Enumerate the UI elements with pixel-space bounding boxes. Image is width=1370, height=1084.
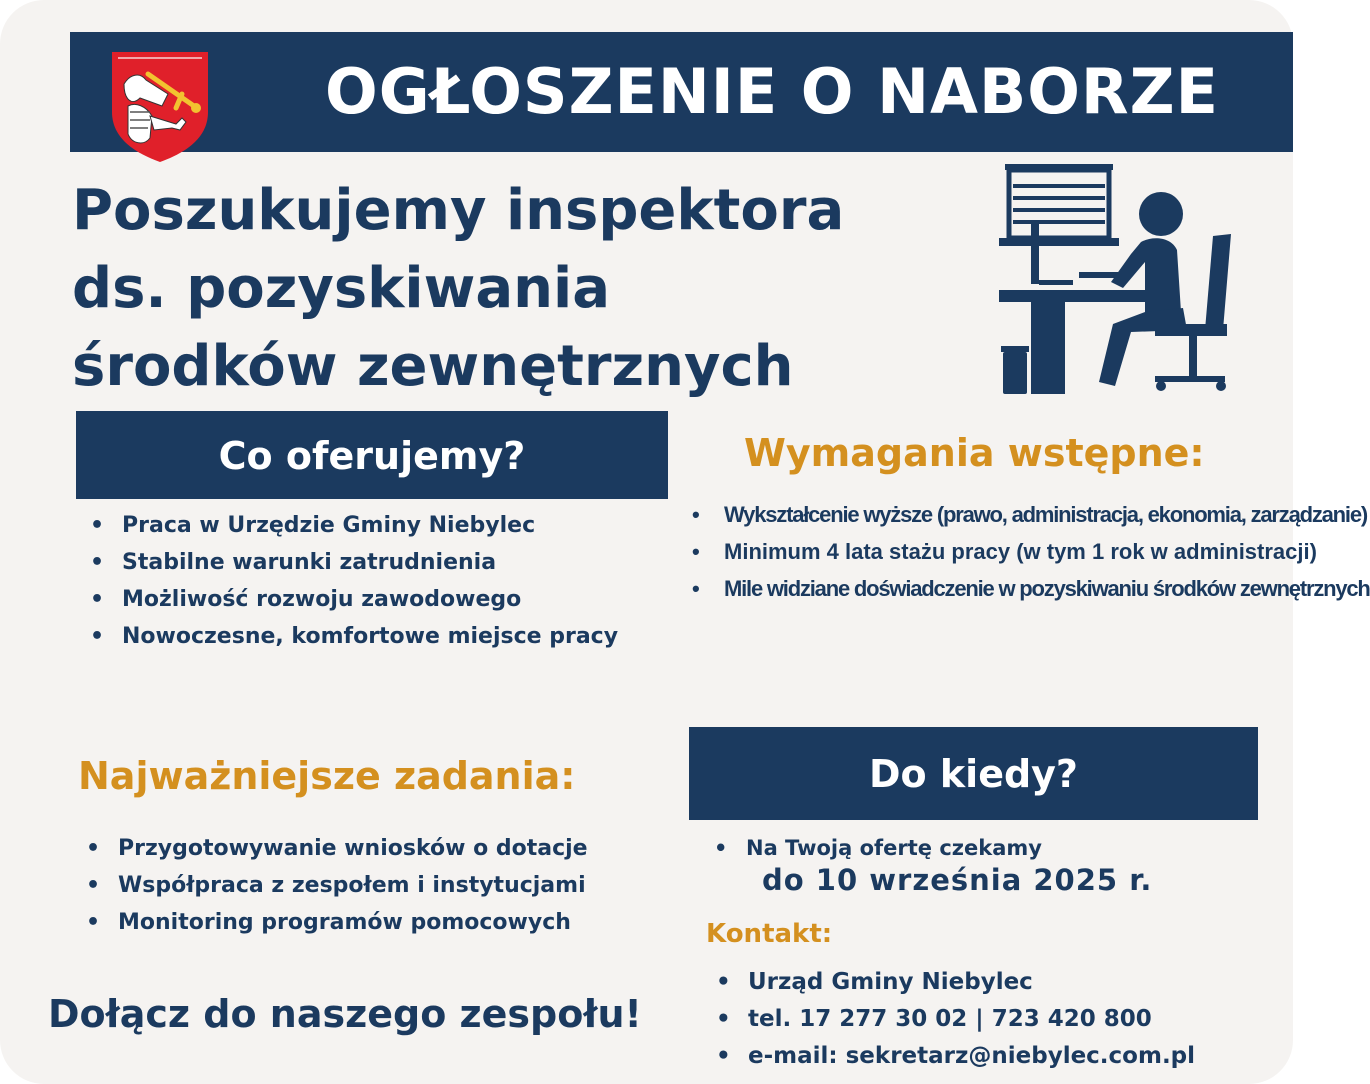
office-worker-icon bbox=[995, 162, 1235, 398]
list-item: • Na Twoją ofertę czekamy bbox=[714, 832, 1042, 864]
list-item: • Przygotowywanie wniosków o dotacje bbox=[86, 830, 588, 867]
offer-list bbox=[90, 507, 618, 655]
header-banner bbox=[70, 32, 1293, 152]
headline-line-1: Poszukujemy inspektora bbox=[72, 178, 845, 243]
contact-phone: • tel. 17 277 30 02 | 723 420 800 bbox=[716, 1001, 1195, 1038]
contact-email: • e-mail: sekretarz@niebylec.com.pl bbox=[716, 1038, 1195, 1075]
headline-line-3: środków zewnętrznych bbox=[72, 334, 794, 399]
list-item: • Współpraca z zespołem i instytucjami bbox=[86, 867, 588, 904]
list-item: • Minimum 4 lata stażu pracy (w tym 1 rok w administracji) bbox=[692, 533, 1252, 570]
list-item: • Mile widziane doświadczenie w pozyskiwaniu środków zewnętrznych bbox=[692, 570, 1252, 607]
contact-list bbox=[716, 964, 1195, 1075]
tasks-list bbox=[86, 830, 588, 941]
coat-of-arms-icon bbox=[110, 50, 210, 164]
tasks-heading: Najważniejsze zadania: bbox=[78, 754, 576, 798]
contact-office: • Urząd Gminy Niebylec bbox=[716, 964, 1195, 1001]
list-item: • Praca w Urzędzie Gminy Niebylec bbox=[90, 507, 618, 544]
job-title-headline bbox=[72, 172, 952, 406]
requirements-heading: Wymagania wstępne: bbox=[744, 431, 1205, 475]
contact-heading: Kontakt: bbox=[706, 919, 833, 949]
list-item: • Wykształcenie wyższe (prawo, administracja, ekonomia, zarządzanie) bbox=[692, 496, 1252, 533]
deadline-heading-box: Do kiedy? bbox=[689, 727, 1258, 820]
list-item: • Możliwość rozwoju zawodowego bbox=[90, 581, 618, 618]
headline-line-2: ds. pozyskiwania bbox=[72, 256, 610, 321]
requirements-list bbox=[692, 496, 1370, 607]
deadline-date: do 10 września 2025 r. bbox=[762, 863, 1153, 897]
banner-title: OGŁOSZENIE O NABORZE bbox=[325, 55, 1219, 128]
join-team-slogan: Dołącz do naszego zespołu! bbox=[48, 992, 642, 1036]
list-item: • Nowoczesne, komfortowe miejsce pracy bbox=[90, 618, 618, 655]
list-item: • Stabilne warunki zatrudnienia bbox=[90, 544, 618, 581]
offer-heading-box: Co oferujemy? bbox=[76, 411, 668, 499]
list-item: • Monitoring programów pomocowych bbox=[86, 904, 588, 941]
